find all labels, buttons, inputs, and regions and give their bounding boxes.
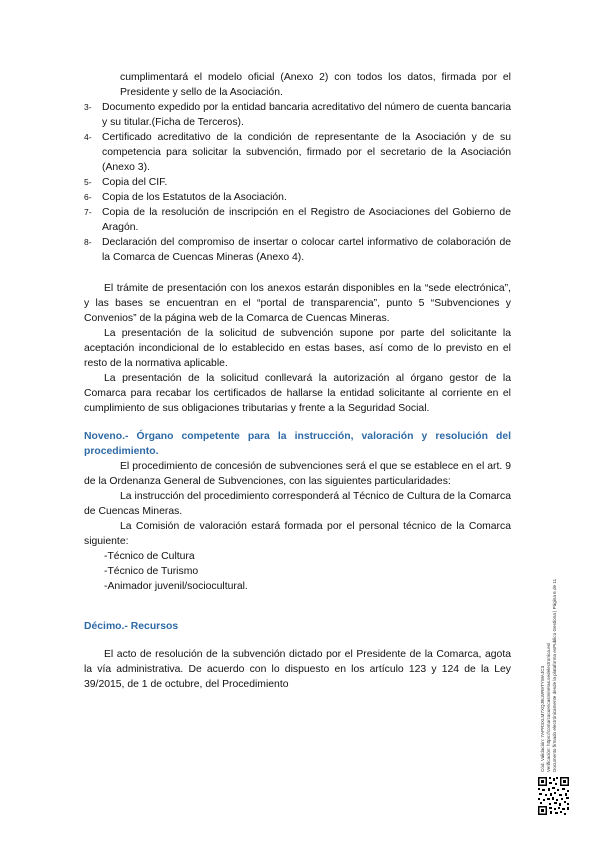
validation-side-text	[540, 579, 558, 772]
qr-code-icon[interactable]	[537, 776, 570, 816]
list-number: 5-	[84, 177, 92, 187]
commission-member: -Técnico de Turismo	[104, 566, 199, 577]
commission-member: -Técnico de Cultura	[104, 551, 195, 562]
paragraph-procedimiento: El procedimiento de concesión de subvenciones será el que se establece en el art. 9 de la Ordenanza General de Subvenciones, con las siguientes particularidades:	[84, 461, 511, 487]
verification-url[interactable]: Verificación: https://comarcacuencasmineras.sedelectronica.es/	[546, 642, 551, 772]
list-item-continuation: cumplimentará el modelo oficial (Anexo 2) con todos los datos, firmada por el Presidente y sello de la Asociación.	[120, 72, 511, 98]
paragraph-sede-electronica: El trámite de presentación con los anexos estarán disponibles en la “sede electrónica”, y las bases se encuentran en el “portal de transparencia”, punto 5 “Subvenciones y Convenios” de la página web de la Comarca de Cuencas Mineras.	[84, 283, 511, 324]
section-heading-decimo: Décimo.- Recursos	[84, 621, 179, 632]
validation-code: Cód. Validación: 7APR3XLM7XQJ9LWR9TYWAJC3	[540, 665, 545, 772]
list-text: Certificado acreditativo de la condición de representante de la Asociación y de su competencia para solicitar la subvención, firmado por el secretario de la Asociación (Anexo 3).	[102, 132, 511, 173]
list-item	[84, 235, 511, 265]
paragraph-comision: La Comisión de valoración estará formada por el personal técnico de la Comarca siguiente:	[84, 521, 511, 547]
list-item	[84, 190, 511, 205]
list-item	[84, 205, 511, 235]
list-item	[84, 100, 511, 130]
list-text: Copia de los Estatutos de la Asociación.	[102, 192, 287, 203]
paragraph-autorizacion: La presentación de la solicitud conllevará la autorización al órgano gestor de la Comarca para recabar los certificados de hallarse la entidad solicitante al corriente en el cumplimiento de sus obligaciones tributarias y frente a la Seguridad Social.	[84, 373, 511, 414]
list-item	[84, 130, 511, 175]
commission-member: -Animador juvenil/sociocultural.	[104, 581, 248, 592]
list-text: Copia del CIF.	[102, 177, 168, 188]
paragraph-instruccion: La instrucción del procedimiento corresponderá al Técnico de Cultura de la Comarca de Cuencas Mineras.	[84, 491, 511, 517]
list-text: Copia de la resolución de inscripción en el Registro de Asociaciones del Gobierno de Aragón.	[102, 207, 511, 233]
list-number: 8-	[84, 237, 92, 247]
list-item	[84, 175, 511, 190]
paragraph-recursos: El acto de resolución de la subvención dictado por el Presidente de la Comarca, agota la vía administrativa. De acuerdo con lo dispuesto en los artículo 123 y 124 de la Ley 39/2015, de 1 de octubre, del Procedimiento	[84, 649, 511, 690]
list-number: 4-	[84, 132, 92, 142]
section-heading-noveno: Noveno.- Órgano competente para la instrucción, valoración y resolución del procedimiento.	[84, 431, 511, 457]
signature-note: Documento firmado electrónicamente desde la plataforma esPublico Gestiona | Página 6 de 11	[552, 578, 557, 772]
paragraph-aceptacion: La presentación de la solicitud de subvención supone por parte del solicitante la aceptación incondicional de lo establecido en estas bases, así como de lo previsto en el resto de la normativa aplicable.	[84, 328, 511, 369]
list-text: Documento expedido por la entidad bancaria acreditativo del número de cuenta bancaria y su titular.(Ficha de Terceros).	[102, 102, 511, 128]
list-number: 3-	[84, 102, 92, 112]
list-text: Declaración del compromiso de insertar o colocar cartel informativo de colaboración de la Comarca de Cuencas Mineras (Anexo 4).	[102, 237, 511, 263]
list-number: 6-	[84, 192, 92, 202]
document-body	[84, 70, 511, 692]
list-number: 7-	[84, 207, 92, 217]
